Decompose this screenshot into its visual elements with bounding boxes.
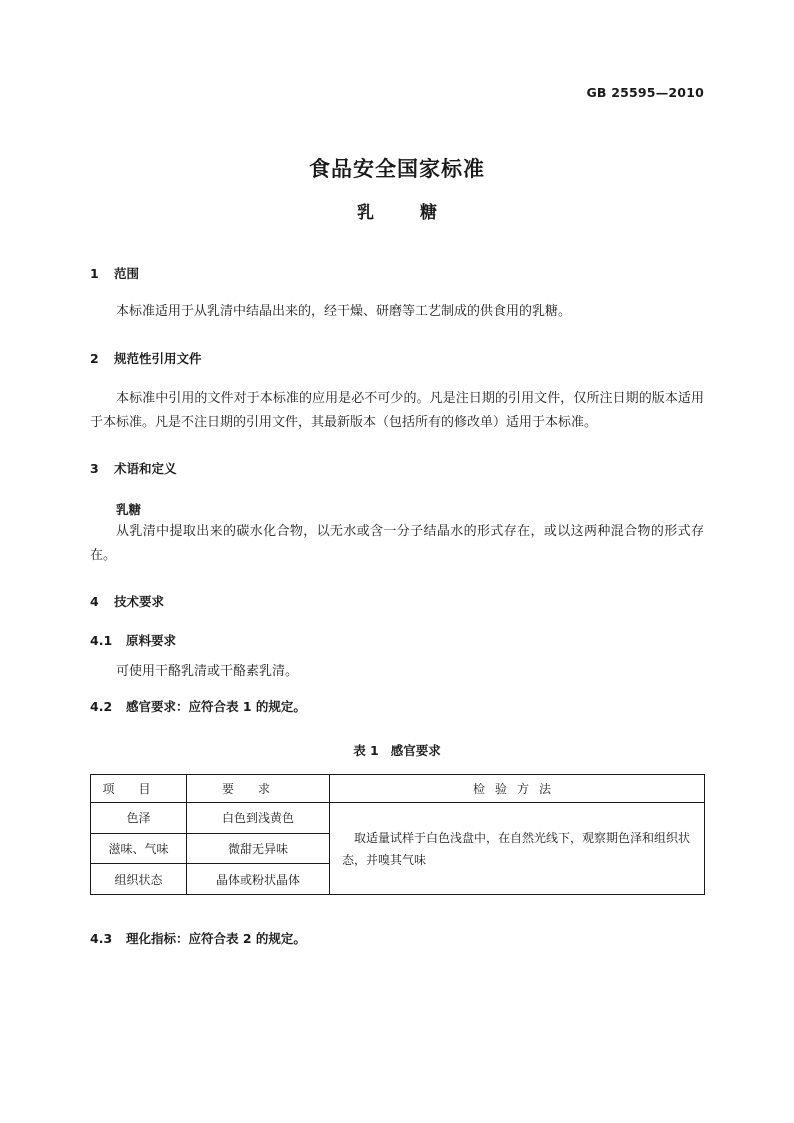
section-title: 原料要求 bbox=[126, 633, 177, 648]
section-title: 理化指标：应符合表 2 的规定。 bbox=[126, 931, 306, 946]
table-1-caption bbox=[0, 741, 794, 759]
section-number: 4 bbox=[90, 594, 99, 609]
table-header-row bbox=[91, 775, 705, 803]
section-4-1-body: 可使用干酪乳清或干酪素乳清。 bbox=[116, 664, 299, 679]
section-number: 1 bbox=[90, 266, 99, 281]
table-number: 表 1 bbox=[353, 743, 379, 758]
section-number: 4.2 bbox=[90, 699, 113, 714]
section-title: 范围 bbox=[114, 266, 140, 281]
section-4-heading bbox=[90, 592, 164, 610]
section-1-body: 本标准适用于从乳清中结晶出来的，经干燥、研磨等工艺制成的供食用的乳糖。 bbox=[116, 304, 572, 319]
document-subtitle: 乳糖 bbox=[357, 203, 483, 223]
cell-requirement: 白色到浅黄色 bbox=[187, 803, 330, 834]
section-number: 3 bbox=[90, 461, 99, 476]
standard-code: GB 25595—2010 bbox=[586, 85, 704, 100]
table-title: 感官要求 bbox=[390, 743, 441, 758]
cell-item: 色泽 bbox=[91, 803, 187, 834]
term-definition: 从乳清中提取出来的碳水化合物，以无水或含一分子结晶水的形式存在，或以这两种混合物的形式存在。 bbox=[90, 524, 704, 563]
section-2-heading bbox=[90, 349, 202, 367]
section-title: 感官要求：应符合表 1 的规定。 bbox=[126, 699, 306, 714]
term-lactose: 乳糖 bbox=[116, 502, 142, 517]
cell-requirement: 微甜无异味 bbox=[187, 833, 330, 864]
section-4-3-heading bbox=[90, 929, 306, 947]
section-2-body: 本标准中引用的文件对于本标准的应用是必不可少的。凡是注日期的引用文件，仅所注日期的版本适用于本标准。凡是不注日期的引用文件，其最新版本（包括所有的修改单）适用于本标准。 bbox=[90, 391, 704, 430]
section-number: 2 bbox=[90, 351, 99, 366]
cell-requirement: 晶体或粉状晶体 bbox=[187, 864, 330, 895]
table-row bbox=[91, 803, 705, 834]
header-item: 项目 bbox=[91, 775, 187, 803]
section-3-heading bbox=[90, 459, 177, 477]
cell-item: 组织状态 bbox=[91, 864, 187, 895]
cell-method: 取适量试样于白色浅盘中，在自然光线下，观察期色泽和组织状态，并嗅其气味 bbox=[330, 803, 705, 895]
section-number: 4.1 bbox=[90, 633, 113, 648]
document-title: 食品安全国家标准 bbox=[309, 157, 485, 181]
cell-item: 滋味、气味 bbox=[91, 833, 187, 864]
section-title: 术语和定义 bbox=[114, 461, 177, 476]
header-requirement: 要求 bbox=[187, 775, 330, 803]
section-4-2-heading bbox=[90, 697, 306, 715]
sensory-requirements-table bbox=[90, 774, 705, 895]
section-1-heading bbox=[90, 264, 139, 282]
section-title: 技术要求 bbox=[114, 594, 165, 609]
section-number: 4.3 bbox=[90, 931, 113, 946]
section-4-1-heading bbox=[90, 631, 176, 649]
section-title: 规范性引用文件 bbox=[114, 351, 202, 366]
header-method: 检验方法 bbox=[330, 775, 705, 803]
